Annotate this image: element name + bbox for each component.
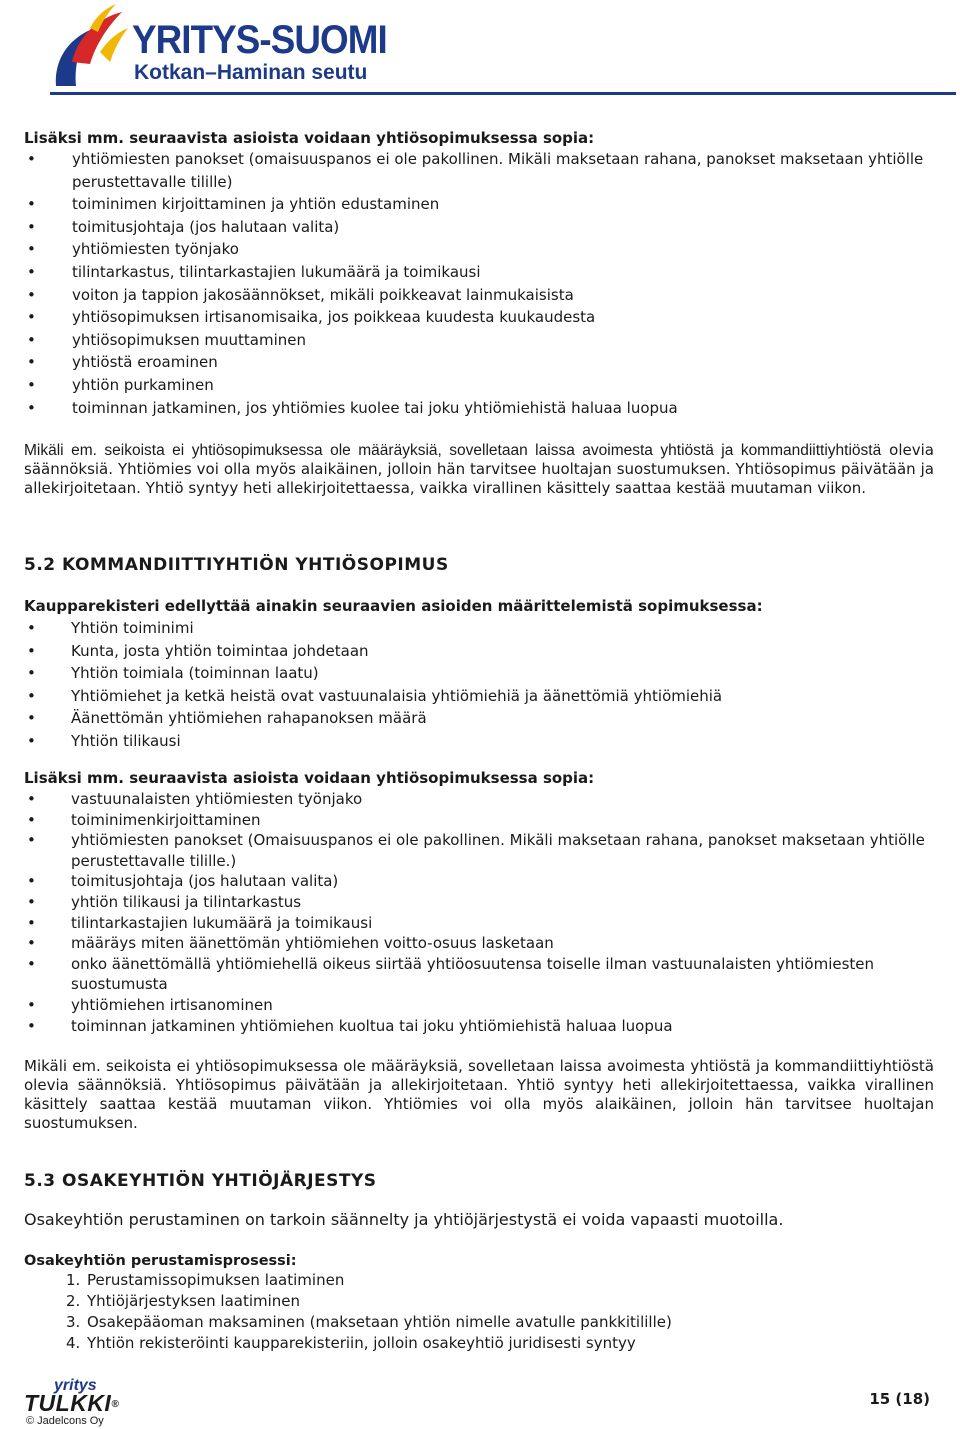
general-partnership-note [24, 441, 934, 498]
list-item: • yhtiösopimuksen irtisanomisaika, jos poikkeaa kuudesta kuukaudesta [24, 306, 934, 329]
optional-heading: Lisäksi mm. seuraavista asioista voidaan yhtiösopimuksessa sopia: [24, 769, 595, 787]
page-header [50, 0, 956, 96]
required-list [24, 617, 934, 753]
process-step [66, 1333, 934, 1354]
required-heading: Kaupparekisteri edellyttää ainakin seuraavien asioiden määrittelemistä sopimuksessa: [24, 597, 763, 615]
optional-list [24, 789, 934, 1036]
list-item: • yhtiösopimuksen muuttaminen [24, 329, 934, 352]
limited-partnership-note [24, 1057, 934, 1133]
process-step [66, 1312, 934, 1333]
step-number: 2. [66, 1292, 81, 1310]
general-partnership-options [24, 128, 934, 419]
note-paragraph: Mikäli em. seikoista ei yhtiösopimuksessa ole määräyksiä, sovelletaan laissa avoimesta yhtiöstä ja kommandiittiyhtiöstä olevia säännöksiä. Yhtiösopimus päivätään ja allekirjoitetaan. Yhtiö syntyy heti allekirjoitettaessa, vaikka virallinen käsittely saattaa kestää muutaman viikon. Yhtiömies voi olla myös alaikäinen, jolloin hän tarvitsee huoltajan suostumuksen. [24, 1057, 934, 1132]
list-item: • yhtiöstä eroaminen [24, 351, 934, 374]
list-item: • toiminnan jatkaminen, jos yhtiömies kuolee tai joku yhtiömiehistä haluaa luopua [24, 397, 934, 420]
registered-mark: ® [111, 1398, 120, 1410]
step-text: Osakepääoman maksaminen (maksetaan yhtiön nimelle avatulle pankkitilille) [87, 1313, 672, 1331]
section-5-3 [24, 1170, 934, 1192]
list-item: • Kunta, josta yhtiön toimintaa johdetaan [24, 640, 934, 663]
list-item: • Äänettömän yhtiömiehen rahapanoksen määrä [24, 707, 934, 730]
logo-main-text [24, 1391, 119, 1417]
yritys-suomi-logo-mark-icon [50, 0, 130, 92]
required-terms [24, 596, 934, 753]
section-5-3-intro [24, 1209, 934, 1231]
list-item: • määräys miten äänettömän yhtiömiehen voitto-osuus lasketaan [24, 933, 934, 954]
list-item: • toiminimen kirjoittaminen ja yhtiön edustaminen [24, 193, 934, 216]
header-divider [50, 92, 956, 95]
optional-terms [24, 768, 934, 1036]
list-item: • yhtiön tilikausi ja tilintarkastus [24, 892, 934, 913]
step-text: Yhtiön rekisteröinti kaupparekisteriin, jolloin osakeyhtiö juridisesti syntyy [87, 1334, 636, 1352]
list-item: • yhtiömiesten työnjako [24, 238, 934, 261]
options-heading: Lisäksi mm. seuraavista asioista voidaan yhtiösopimuksessa sopia: [24, 129, 595, 147]
step-number: 4. [66, 1334, 81, 1352]
list-item: • yhtiömiesten panokset (Omaisuuspanos ei ole pakollinen. Mikäli maksetaan rahana, panokset maksetaan yhtiölle perustettavalle tilille.) [24, 830, 934, 871]
list-item: • tilintarkastajien lukumäärä ja toimikausi [24, 913, 934, 934]
brand-name: YRITYS-SUOMI [132, 18, 387, 62]
list-item: • toimitusjohtaja (jos halutaan valita) [24, 871, 934, 892]
process-heading: Osakeyhtiön perustamisprosessi: [24, 1253, 297, 1269]
list-item: • toiminimenkirjoittaminen [24, 810, 934, 831]
list-item: • Yhtiömiehet ja ketkä heistä ovat vastuunalaisia yhtiömiehiä ja äänettömiä yhtiömiehiä [24, 685, 934, 708]
options-list [24, 148, 934, 419]
list-item: • tilintarkastus, tilintarkastajien lukumäärä ja toimikausi [24, 261, 934, 284]
logo-top-text: yritys [54, 1377, 97, 1394]
section-5-2 [24, 554, 934, 576]
process-steps [24, 1270, 934, 1354]
list-item: • Yhtiön toimiala (toiminnan laatu) [24, 662, 934, 685]
yritystulkki-logo [24, 1378, 144, 1426]
process-step [66, 1270, 934, 1291]
list-item: • vastuunalaisten yhtiömiesten työnjako [24, 789, 934, 810]
step-number: 3. [66, 1313, 81, 1331]
list-item: • toimitusjohtaja (jos halutaan valita) [24, 216, 934, 239]
founding-process [24, 1252, 934, 1354]
list-item: • yhtiön purkaminen [24, 374, 934, 397]
copyright: © Jadelcons Oy [26, 1415, 104, 1427]
brand-region: Kotkan–Haminan seutu [134, 61, 368, 84]
list-item: • toiminnan jatkaminen yhtiömiehen kuoltua tai joku yhtiömiehistä haluaa luopua [24, 1016, 934, 1037]
note-part-1: Mikäli em. seikoista ei yhtiösopimuksessa ole määräyksiä, sovelletaan laissa avoimesta yhtiöstä ja kommandiittiyhtiöstä [24, 442, 882, 459]
list-item: • yhtiömiesten panokset (omaisuuspanos ei ole pakollinen. Mikäli maksetaan rahana, panokset maksetaan yhtiölle perustettavalle tilille) [24, 148, 934, 193]
step-text: Yhtiöjärjestyksen laatiminen [87, 1292, 301, 1310]
section-title: 5.2 KOMMANDIITTIYHTIÖN YHTIÖSOPIMUS [24, 555, 449, 575]
note-part-2: olevia säännöksiä. Yhtiömies voi olla myös alaikäinen, jolloin hän tarvitsee huoltajan suostumuksen. Yhtiösopimus päivätään ja allekirjoitetaan. Yhtiö syntyy heti allekirjoitettaessa, vaikka virallinen käsittely saattaa kestää muutaman viikon. [24, 441, 934, 497]
intro-paragraph: Osakeyhtiön perustaminen on tarkoin säännelty ja yhtiöjärjestystä ei voida vapaasti muotoilla. [24, 1210, 784, 1229]
list-item: • onko äänettömällä yhtiömiehellä oikeus siirtää yhtiöosuutensa toiselle ilman vastuunalaisten yhtiömiesten suostumusta [24, 954, 934, 995]
list-item: • yhtiömiehen irtisanominen [24, 995, 934, 1016]
list-item: • Yhtiön toiminimi [24, 617, 934, 640]
section-title: 5.3 OSAKEYHTIÖN YHTIÖJÄRJESTYS [24, 1171, 377, 1191]
page-number: 15 (18) [869, 1390, 930, 1408]
step-text: Perustamissopimuksen laatiminen [87, 1271, 345, 1289]
process-step [66, 1291, 934, 1312]
note-paragraph [24, 441, 934, 498]
list-item: • Yhtiön tilikausi [24, 730, 934, 753]
logo-main-word: TULKKI [24, 1390, 112, 1416]
list-item: • voiton ja tappion jakosäännökset, mikäli poikkeavat lainmukaisista [24, 284, 934, 307]
step-number: 1. [66, 1271, 81, 1289]
